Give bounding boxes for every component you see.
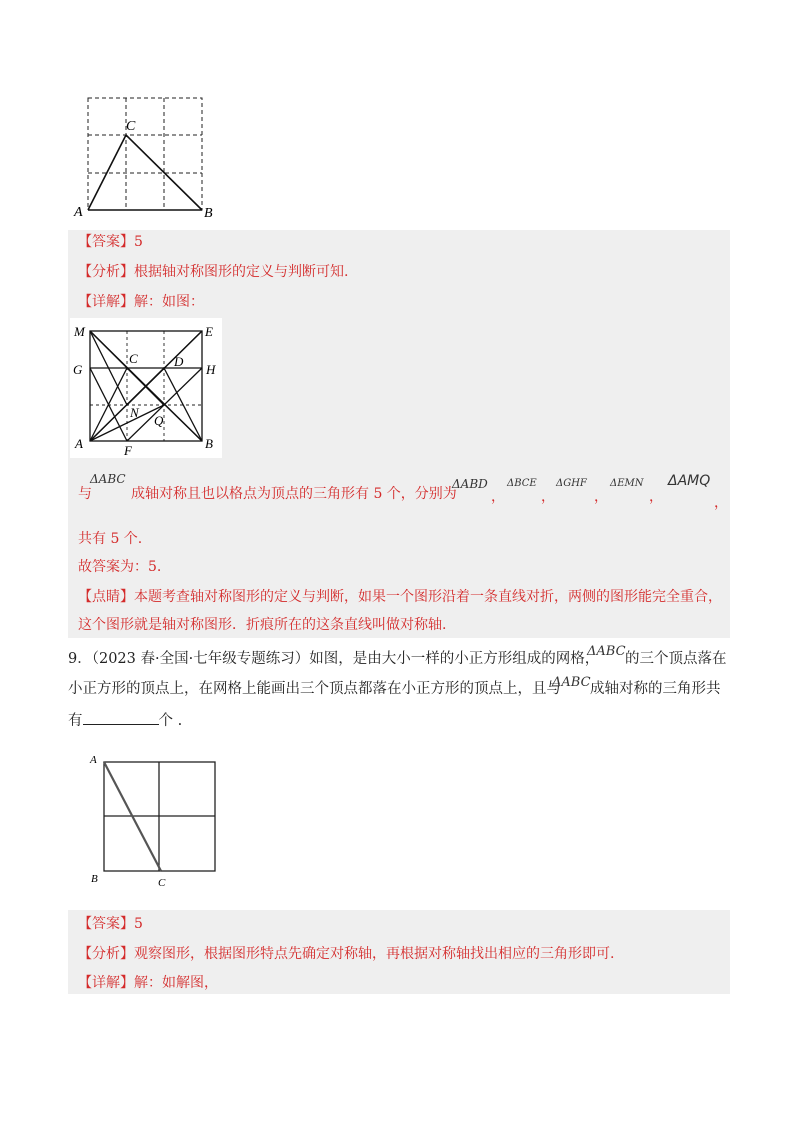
label-g: G (73, 362, 83, 377)
triangle-list-line (78, 484, 92, 504)
q9-tri-2: ΔABC (552, 675, 591, 690)
analysis-line-8 (78, 262, 348, 282)
label-b3: B (91, 873, 98, 885)
answer-tag: 【答案】 (78, 234, 134, 250)
label-e: E (205, 324, 213, 339)
comma-5: ， (714, 495, 728, 511)
analysis-text: 根据轴对称图形的定义与判断可知. (134, 264, 349, 280)
q9-line-1: 9．（2023 春·全国·七年级专题练习）如图，是由大小一样的小正方形组成的网格， (68, 651, 600, 667)
total-line: 共有 5 个. (78, 531, 143, 547)
label-m: M (74, 324, 85, 339)
comment-line-2: 这个图形就是轴对称图形．折痕所在的这条直线叫做对称轴. (78, 617, 447, 633)
comma-1: ， (491, 489, 505, 505)
q9-line-3: 有 个 . (68, 710, 182, 732)
label-b: B (204, 206, 213, 221)
label-h: H (206, 362, 216, 377)
answer-line-9: 【答案】5 (78, 916, 143, 932)
label-c2: C (129, 351, 138, 366)
tri-abd: ΔABD (452, 477, 488, 491)
tri-emn: ΔEMN (610, 478, 644, 489)
figure-triangle-abc-grid (70, 90, 230, 225)
conclusion-line: 故答案为：5. (78, 559, 162, 575)
comment-line-1 (78, 587, 722, 607)
tri-bce: ΔBCE (507, 478, 537, 489)
analysis-tag: 【分析】 (78, 264, 134, 280)
detail-line-9: 【详解】解：如解图， (78, 975, 218, 991)
detail-tag: 【详解】 (78, 294, 134, 310)
q9-line-2-post: 成轴对称的三角形共 (590, 681, 721, 697)
tri-abc-ref: ΔABC (90, 472, 126, 486)
label-c3: C (158, 877, 166, 889)
comment-text-1: 本题考查轴对称图形的定义与判断，如果一个图形沿着一条直线对折，两侧的图形能完全重合， (134, 589, 722, 605)
answer-blank[interactable] (83, 710, 159, 725)
label-q: Q (154, 413, 164, 428)
comma-4: ， (649, 489, 663, 505)
label-n: N (130, 405, 139, 420)
figure-symmetry-square (70, 318, 222, 458)
detail-line-8 (78, 292, 204, 312)
label-f: F (124, 443, 132, 458)
label-a3: A (90, 754, 97, 766)
answer-value: 5 (134, 234, 143, 250)
label-b2: B (205, 436, 213, 451)
label-a: A (74, 205, 83, 220)
figure-grid-ac (88, 750, 223, 890)
comment-tag: 【点睛】 (78, 589, 134, 605)
comma-2: ， (541, 489, 555, 505)
label-c: C (126, 119, 136, 134)
comma-3: ， (594, 489, 608, 505)
tri-amq: ΔAMQ (668, 473, 711, 489)
answer-line-8 (78, 232, 143, 252)
label-d: D (174, 354, 184, 369)
q9-tri-1: ΔABC (587, 644, 626, 659)
analysis-line-9: 【分析】观察图形，根据图形特点先确定对称轴，再根据对称轴找出相应的三角形即可. (78, 946, 615, 962)
q9-line-2: 小正方形的顶点上，在网格上能画出三个顶点都落在小正方形的顶点上，且与 (68, 681, 561, 697)
detail-text: 解：如图： (134, 294, 204, 310)
tri-ghf: ΔGHF (556, 478, 587, 489)
triangle-list-text: 成轴对称且也以格点为顶点的三角形有 5 个，分别为 (131, 486, 457, 502)
text-with: 与 (78, 486, 92, 502)
label-a2: A (75, 436, 83, 451)
q9-line-1-post: 的三个顶点落在 (625, 651, 727, 667)
